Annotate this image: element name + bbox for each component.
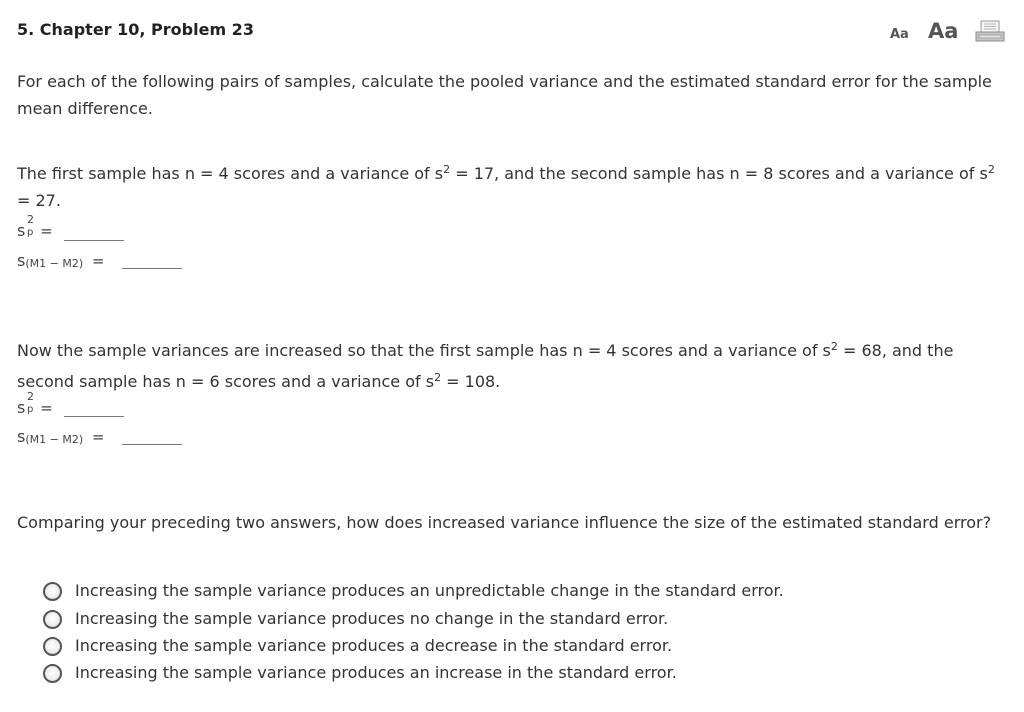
part2-pooled-variance-label: s 2 p =	[17, 390, 53, 417]
option-label[interactable]: Increasing the sample variance produces no change in the standard error.	[75, 609, 669, 628]
option-label[interactable]: Increasing the sample variance produces a decrease in the standard error.	[75, 636, 673, 655]
part2-standard-error-input[interactable]	[122, 444, 182, 445]
part1-standard-error-input[interactable]	[122, 268, 182, 269]
printer-icon[interactable]	[975, 20, 1005, 44]
part1-description: The first sample has n = 4 scores and a variance of $s^2 = 17$, and the second sample has n = 8 scores and a variance of $s^2 = 27$.	[17, 163, 995, 210]
part1-pooled-variance-label: s 2 p =	[17, 213, 53, 240]
part1-standard-error-label: s(M1 − M2) =	[17, 251, 105, 270]
radio-button-icon[interactable]	[43, 582, 62, 601]
radio-button-icon[interactable]	[43, 664, 62, 683]
radio-button-icon[interactable]	[43, 610, 62, 629]
instructions-text: For each of the following pairs of samples, calculate the pooled variance and the estimated standard error for the sample mean difference.	[17, 72, 992, 118]
radio-button-icon[interactable]	[43, 637, 62, 656]
increase-font-button[interactable]: Aa	[928, 19, 959, 43]
option-label[interactable]: Increasing the sample variance produces an unpredictable change in the standard error.	[75, 581, 784, 600]
part2-pooled-variance-input[interactable]	[64, 416, 124, 417]
option-label[interactable]: Increasing the sample variance produces an increase in the standard error.	[75, 663, 677, 682]
part2-description: Now the sample variances are increased so that the first sample has n = 4 scores and a variance of $s^2 = 68$, and the second sample has n = 6 scores and a variance of $s^2 = 108$.	[17, 340, 954, 391]
question-text: Comparing your preceding two answers, how does increased variance influence the size of the estimated standard error?	[17, 513, 992, 532]
part2-standard-error-label: s(M1 − M2) =	[17, 427, 105, 446]
decrease-font-button[interactable]: Aa	[890, 27, 909, 42]
problem-title: 5. Chapter 10, Problem 23	[17, 20, 254, 39]
part1-pooled-variance-input[interactable]	[64, 240, 124, 241]
